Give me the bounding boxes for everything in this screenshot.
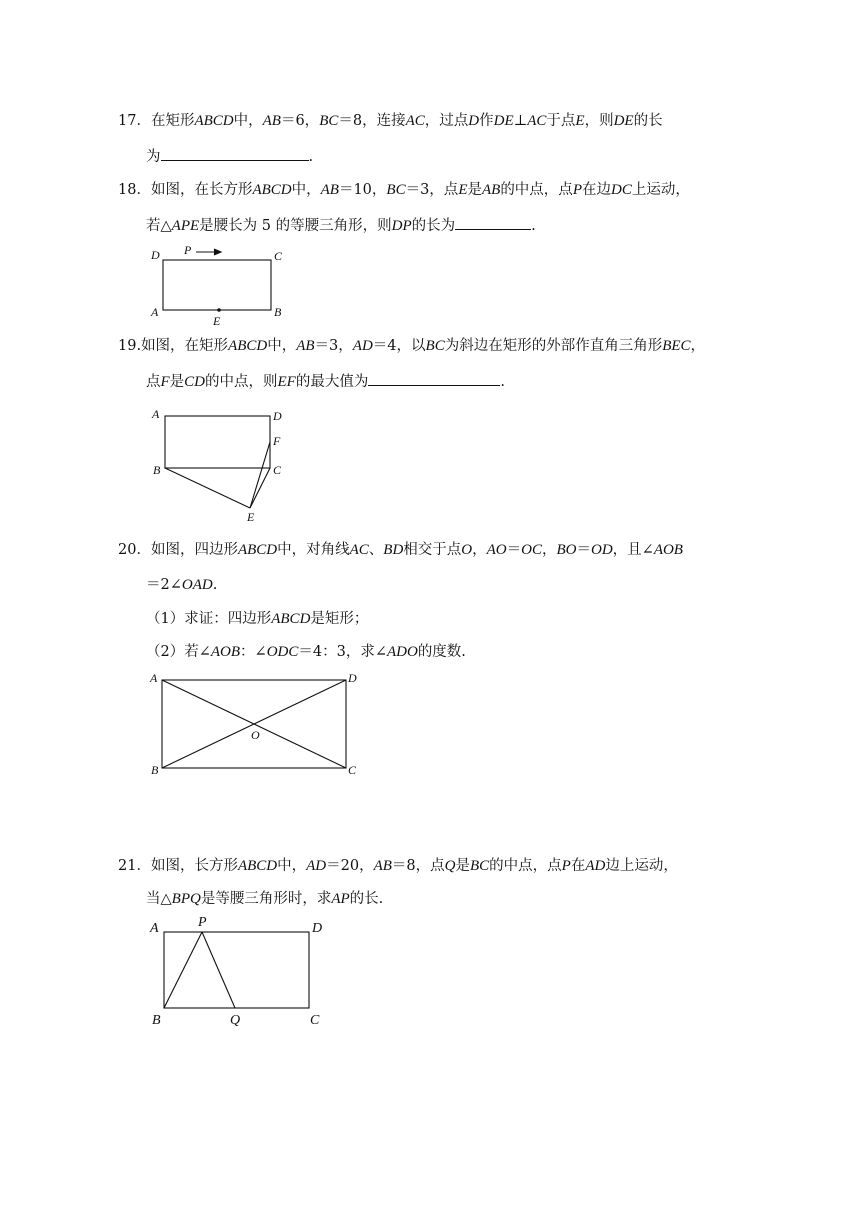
- q20-part2: （2）若∠AOB：∠ODC＝4：3，求∠ADO的度数.: [146, 644, 466, 660]
- q19-line1: 19.如图，在矩形ABCD中，AB＝3，AD＝4，以BC为斜边在矩形的外部作直角三角形BEC，: [118, 338, 706, 354]
- label-b: B: [152, 1013, 161, 1028]
- label-b: B: [151, 763, 159, 777]
- figure-q21: [146, 912, 336, 1032]
- label-d: D: [273, 409, 282, 423]
- rect-abcd: [164, 932, 309, 1008]
- q18-line2: 若△APE是腰长为 5 的等腰三角形，则DP的长为 .: [146, 214, 536, 236]
- label-a: A: [152, 407, 160, 421]
- segment-pq: [202, 932, 235, 1008]
- figure-q19: [148, 402, 298, 527]
- label-c: C: [310, 1013, 320, 1028]
- q21-line1: 21．如图，长方形ABCD中，AD＝20，AB＝8，点Q是BC的中点，点P在AD边上运动，: [118, 858, 678, 874]
- answer-blank-19[interactable]: [368, 370, 500, 386]
- label-c: C: [273, 463, 282, 477]
- label-a: A: [151, 305, 159, 319]
- label-e: E: [213, 314, 221, 328]
- rect-abcd: [163, 260, 271, 310]
- label-b: B: [274, 305, 282, 319]
- label-e: E: [247, 510, 255, 524]
- q21-line2: 当△BPQ是等腰三角形时，求AP的长.: [146, 891, 384, 907]
- figure-q20: [148, 668, 363, 780]
- label-q: Q: [230, 1013, 241, 1028]
- label-c: C: [274, 249, 283, 263]
- label-a: A: [150, 921, 159, 936]
- label-f: F: [273, 434, 281, 448]
- answer-blank-17[interactable]: [161, 145, 309, 161]
- q19-line2: 点F是CD的中点，则EF的最大值为 .: [146, 370, 505, 392]
- label-o: O: [251, 728, 260, 742]
- rect-abcd: [165, 416, 270, 468]
- q17-line1: 17．在矩形ABCD中，AB＝6，BC＝8，连接AC，过点D作DE⊥AC于点E，则DE的长: [118, 113, 663, 129]
- label-c: C: [348, 763, 357, 777]
- q20-part1: （1）求证：四边形ABCD是矩形；: [146, 611, 369, 627]
- arrow-head: [214, 249, 221, 255]
- label-d: D: [348, 671, 357, 685]
- label-a: A: [150, 671, 158, 685]
- label-p: P: [184, 243, 192, 257]
- q18-line1: 18．如图，在长方形ABCD中，AB＝10，BC＝3，点E是AB的中点，点P在边DC上运动，: [118, 182, 690, 198]
- label-d: D: [151, 248, 160, 262]
- label-d: D: [312, 921, 323, 936]
- point-e: [217, 308, 221, 312]
- q20-line1: 20．如图，四边形ABCD中，对角线AC、BD相交于点O，AO＝OC，BO＝OD，且∠AOB: [118, 542, 683, 558]
- segment-be: [165, 468, 250, 508]
- answer-blank-18[interactable]: [455, 214, 531, 230]
- figure-q18: [148, 240, 298, 330]
- label-p: P: [198, 915, 207, 930]
- q20-line2: ＝2∠OAD.: [146, 577, 218, 593]
- label-b: B: [153, 463, 161, 477]
- segment-bp: [164, 932, 202, 1008]
- q17-line2: 为 .: [146, 145, 313, 167]
